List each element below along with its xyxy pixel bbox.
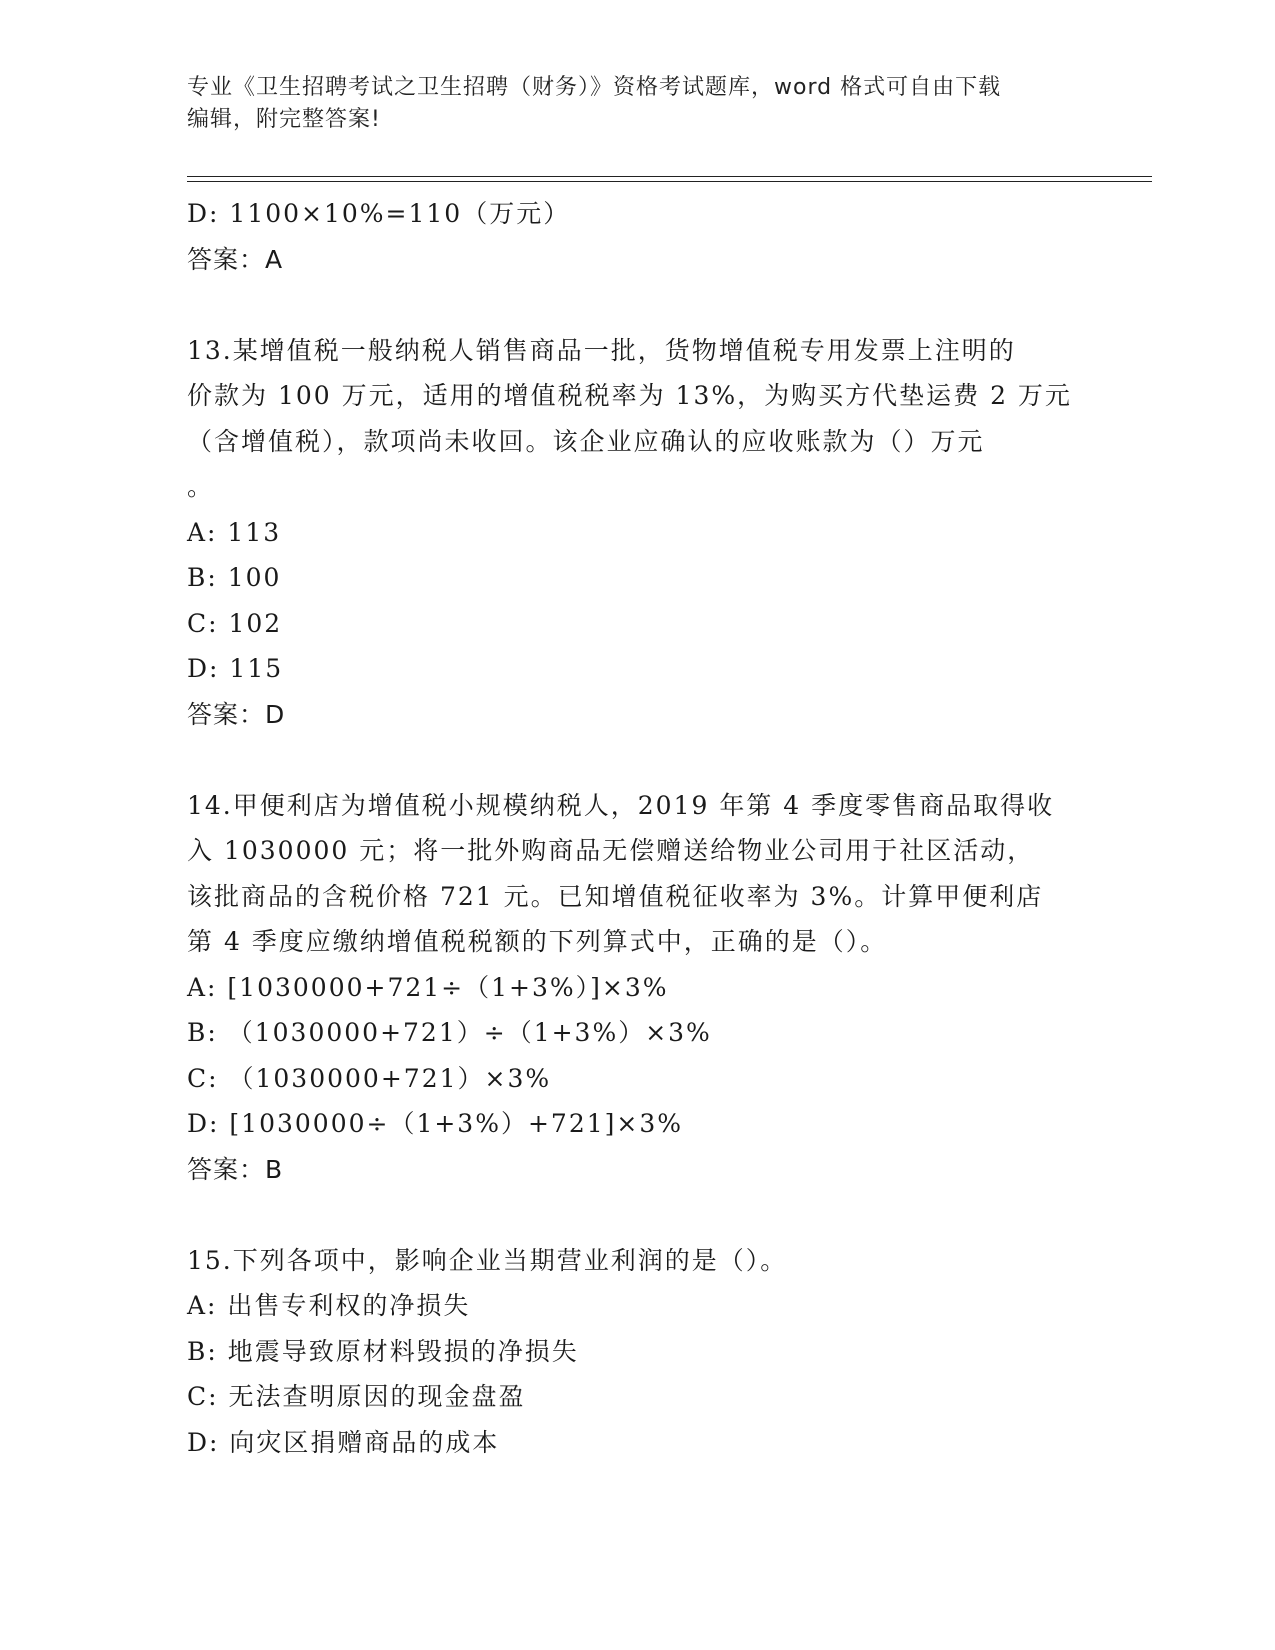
header-divider-bottom: [187, 181, 1152, 182]
q13-option-a: A: 113: [187, 517, 282, 547]
header-line-2: 编辑，附完整答案!: [187, 107, 381, 132]
prev-answer: 答案：A: [187, 244, 284, 274]
question-14: [187, 783, 1087, 1193]
question-13: [187, 328, 1087, 738]
header-divider-top: [187, 176, 1152, 177]
q14-text-line: 入 1030000 元；将一批外购商品无偿赠送给物业公司用于社区活动，: [187, 836, 1035, 865]
q14-text-line: 第 4 季度应缴纳增值税税额的下列算式中，正确的是（）。: [187, 927, 888, 956]
question-15: [187, 1238, 1087, 1466]
prev-option-d: D: 1100×10%=110（万元）: [187, 199, 571, 228]
q14-option-b: B: （1030000+721）÷（1+3%）×3%: [187, 1018, 712, 1047]
spacer: [187, 737, 1087, 783]
question-content: [187, 191, 1087, 1465]
header-line-1: 专业《卫生招聘考试之卫生招聘（财务）》资格考试题库，word 格式可自由下载: [187, 75, 1002, 100]
q15-option-a: A: 出售专利权的净损失: [187, 1291, 471, 1320]
q13-option-d: D: 115: [187, 654, 284, 683]
q13-option-b: B: 100: [187, 563, 282, 592]
q14-text-line: 该批商品的含税价格 721 元。已知增值税征收率为 3%。计算甲便利店: [187, 881, 1044, 911]
q14-option-a: A: [1030000+721÷（1+3%）]×3%: [187, 972, 669, 1002]
q14-option-d: D: [1030000÷（1+3%）+721]×3%: [187, 1109, 683, 1138]
q14-option-c: C: （1030000+721）×3%: [187, 1063, 552, 1093]
spacer: [187, 1192, 1087, 1238]
q13-answer: 答案：D: [187, 699, 286, 729]
q15-option-d: D: 向灾区捐赠商品的成本: [187, 1427, 500, 1457]
q15-text-line: 15.下列各项中，影响企业当期营业利润的是（）。: [187, 1245, 788, 1275]
q14-text-line: 14.甲便利店为增值税小规模纳税人，2019 年第 4 季度零售商品取得收: [187, 790, 1055, 820]
q13-text-line: （含增值税），款项尚未收回。该企业应确认的应收账款为（）万元: [187, 426, 985, 456]
spacer: [187, 282, 1087, 328]
q15-option-c: C: 无法查明原因的现金盘盈: [187, 1382, 526, 1411]
q15-option-b: B: 地震导致原材料毁损的净损失: [187, 1336, 579, 1366]
document-header: [187, 72, 1067, 136]
q14-answer: 答案：B: [187, 1154, 284, 1184]
q13-text-line: 13.某增值税一般纳税人销售商品一批，货物增值税专用发票上注明的: [187, 335, 1016, 365]
q13-text-line: 价款为 100 万元，适用的增值税税率为 13%，为购买方代垫运费 2 万元: [187, 381, 1072, 410]
q13-text-line: 。: [187, 472, 215, 501]
q13-option-c: C: 102: [187, 608, 283, 638]
